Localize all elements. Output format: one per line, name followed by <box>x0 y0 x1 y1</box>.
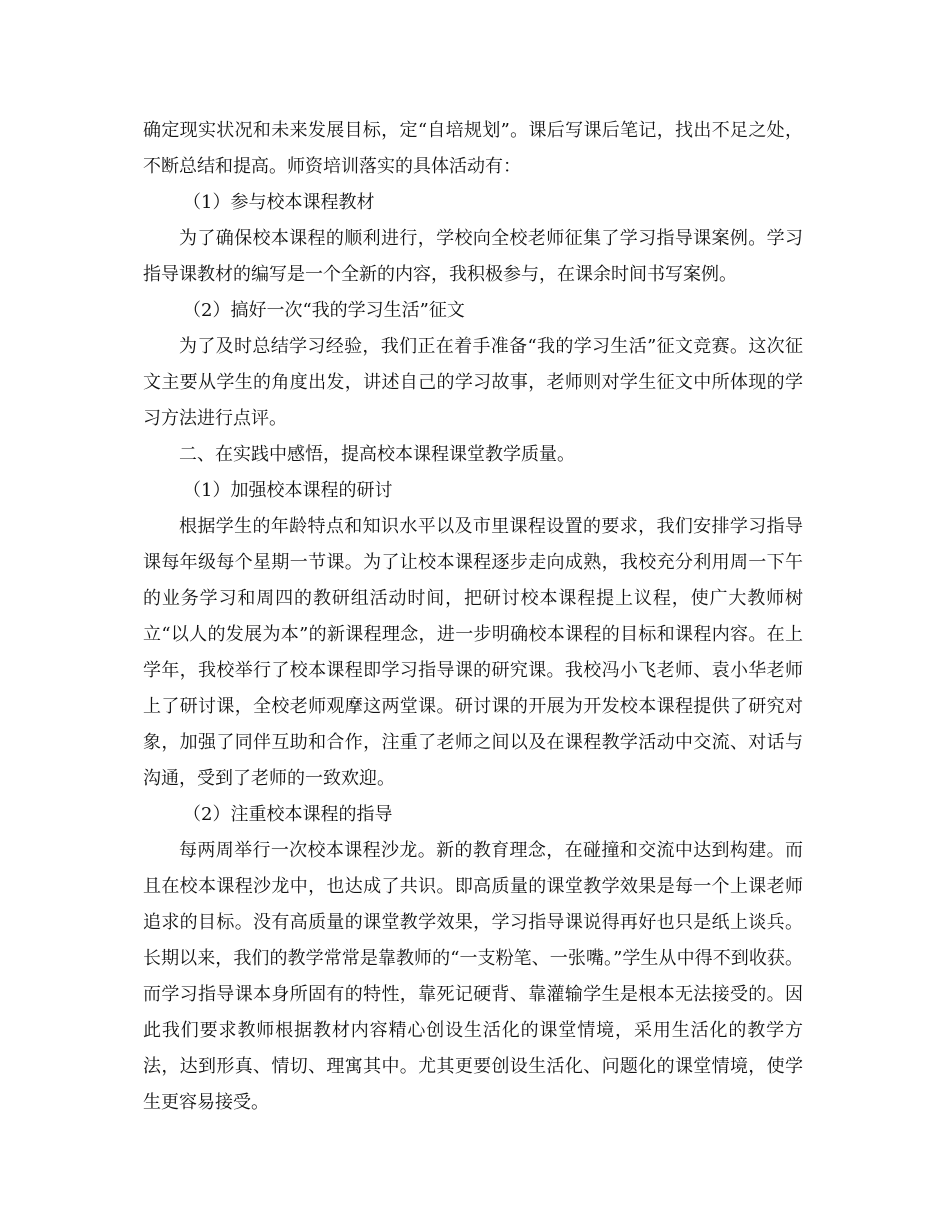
subheading-2-1: （1）加强校本课程的研讨 <box>183 480 393 501</box>
subheading-1-2: （2）搞好一次“我的学习生活”征文 <box>183 300 465 321</box>
subheading-1-1: （1）参与校本课程教材 <box>183 192 375 213</box>
section-heading-2: 二、在实践中感悟，提高校本课程课堂教学质量。 <box>179 444 575 465</box>
paragraph-1-2: 为了及时总结学习经验，我们正在着手准备“我的学习生活”征文竞赛。这次征文主要从学生的角度出发，讲述自己的学习故事，老师则对学生征文中所体现的学习方法进行点评。 <box>143 336 803 429</box>
paragraph-intro: 确定现实状况和未来发展目标，定“自培规划”。课后写课后笔记，找出不足之处，不断总结和提高。师资培训落实的具体活动有： <box>143 120 803 177</box>
paragraph-1-1: 为了确保校本课程的顺利进行，学校向全校老师征集了学习指导课案例。学习指导课教材的编写是一个全新的内容，我积极参与，在课余时间书写案例。 <box>143 228 803 285</box>
paragraph-2-1: 根据学生的年龄特点和知识水平以及市里课程设置的要求，我们安排学习指导课每年级每个星期一节课。为了让校本课程逐步走向成熟，我校充分利用周一下午的业务学习和周四的教研组活动时间，把研讨校本课程提上议程，使广大教师树立“以人的发展为本”的新课程理念，进一步明确校本课程的目标和课程内容。在上学年，我校举行了校本课程即学习指导课的研究课。我校冯小飞老师、袁小华老师上了研讨课，全校老师观摩这两堂课。研讨课的开展为开发校本课程提供了研究对象，加强了同伴互助和合作，注重了老师之间以及在课程教学活动中交流、对话与沟通，受到了老师的一致欢迎。 <box>143 516 803 789</box>
document-body <box>143 113 803 1121</box>
paragraph-2-2: 每两周举行一次校本课程沙龙。新的教育理念，在碰撞和交流中达到构建。而且在校本课程沙龙中，也达成了共识。即高质量的课堂教学效果是每一个上课老师追求的目标。没有高质量的课堂教学效果，学习指导课说得再好也只是纸上谈兵。长期以来，我们的教学常常是靠教师的“一支粉笔、一张嘴。”学生从中得不到收获。而学习指导课本身所固有的特性，靠死记硬背、靠灌输学生是根本无法接受的。因此我们要求教师根据教材内容精心创设生活化的课堂情境，采用生活化的教学方法，达到形真、情切、理寓其中。尤其更要创设生活化、问题化的课堂情境，使学生更容易接受。 <box>143 840 803 1113</box>
subheading-2-2: （2）注重校本课程的指导 <box>183 804 393 825</box>
